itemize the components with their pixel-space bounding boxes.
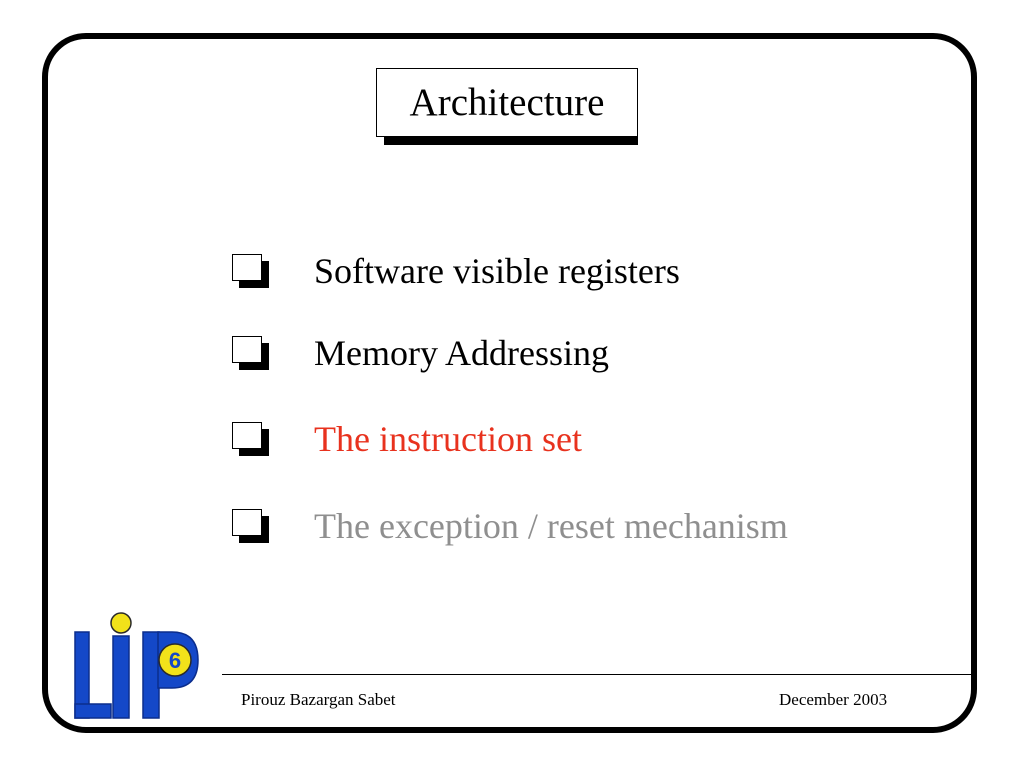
footer-date: December 2003 [779, 690, 888, 709]
bullet-text: Software visible registers [314, 251, 680, 291]
bullet-item [232, 251, 680, 291]
bullet-item [232, 333, 609, 373]
checkbox-bullet-icon [232, 422, 270, 456]
bullet-text: The exception / reset mechanism [314, 506, 788, 546]
footer-divider [222, 674, 977, 675]
slide-title-box [376, 68, 638, 137]
slide-title: Architecture [376, 68, 638, 137]
bullet-text: The instruction set [314, 419, 582, 459]
footer-author: Pirouz Bazargan Sabet [241, 690, 396, 709]
bullet-text: Memory Addressing [314, 333, 609, 373]
lip6-logo-icon [74, 612, 204, 720]
checkbox-bullet-icon [232, 336, 270, 370]
bullet-item [232, 506, 788, 546]
logo-digit: 6 [168, 648, 182, 673]
checkbox-bullet-icon [232, 509, 270, 543]
checkbox-bullet-icon [232, 254, 270, 288]
bullet-item [232, 419, 582, 459]
